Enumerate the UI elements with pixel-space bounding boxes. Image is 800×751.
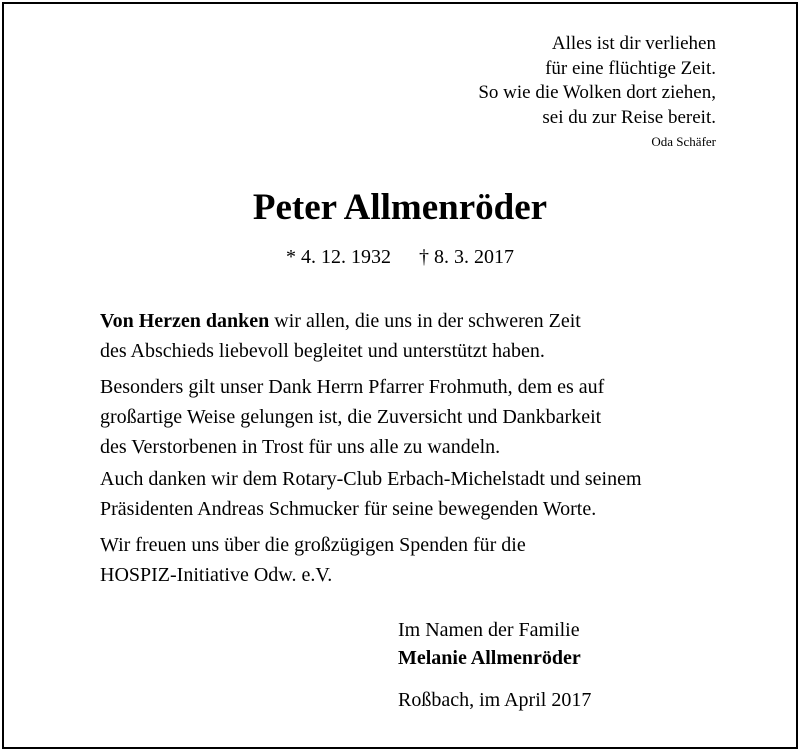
message-paragraph (100, 464, 642, 524)
message-paragraph (100, 306, 642, 366)
poem-line: Alles ist dir verliehen (551, 33, 716, 54)
message-line: HOSPIZ-Initiative Odw. e.V. (100, 564, 333, 586)
poem-author: Oda Schäfer (651, 134, 716, 149)
message-paragraph (100, 372, 642, 462)
message-line: Auch danken wir dem Rotary-Club Erbach-Michelstadt und seinem (100, 468, 642, 490)
birth-date: * 4. 12. 1932 (286, 246, 391, 268)
message-bold-lead: Von Herzen danken (100, 310, 270, 332)
message-line: großartige Weise gelungen ist, die Zuversicht und Dankbarkeit (100, 406, 602, 428)
message-line: des Abschieds liebevoll begleitet und unterstützt haben. (100, 340, 545, 362)
message-line: Wir freuen uns über die großzügigen Spenden für die (100, 534, 526, 556)
life-dates (0, 245, 800, 269)
death-date: † 8. 3. 2017 (419, 246, 514, 268)
place-date: Roßbach, im April 2017 (398, 689, 592, 711)
thank-you-message (100, 306, 642, 590)
poem-line: So wie die Wolken dort ziehen, (478, 82, 716, 103)
deceased-name: Peter Allmenröder (252, 187, 548, 228)
signer-name: Melanie Allmenröder (398, 647, 581, 669)
message-line: Besonders gilt unser Dank Herrn Pfarrer Frohmuth, dem es auf (100, 376, 605, 398)
poem-line: sei du zur Reise bereit. (542, 106, 716, 128)
signature-block (398, 616, 591, 714)
message-line: Präsidenten Andreas Schmucker für seine bewegenden Worte. (100, 498, 597, 520)
poem-quote (478, 32, 716, 153)
message-line (100, 306, 642, 336)
message-paragraph (100, 530, 642, 590)
message-line-rest: wir allen, die uns in der schweren Zeit (269, 310, 581, 332)
poem-line: für eine flüchtige Zeit. (545, 57, 716, 79)
message-line: des Verstorbenen in Trost für uns alle zu wandeln. (100, 436, 501, 458)
signature-intro: Im Namen der Familie (398, 619, 580, 641)
